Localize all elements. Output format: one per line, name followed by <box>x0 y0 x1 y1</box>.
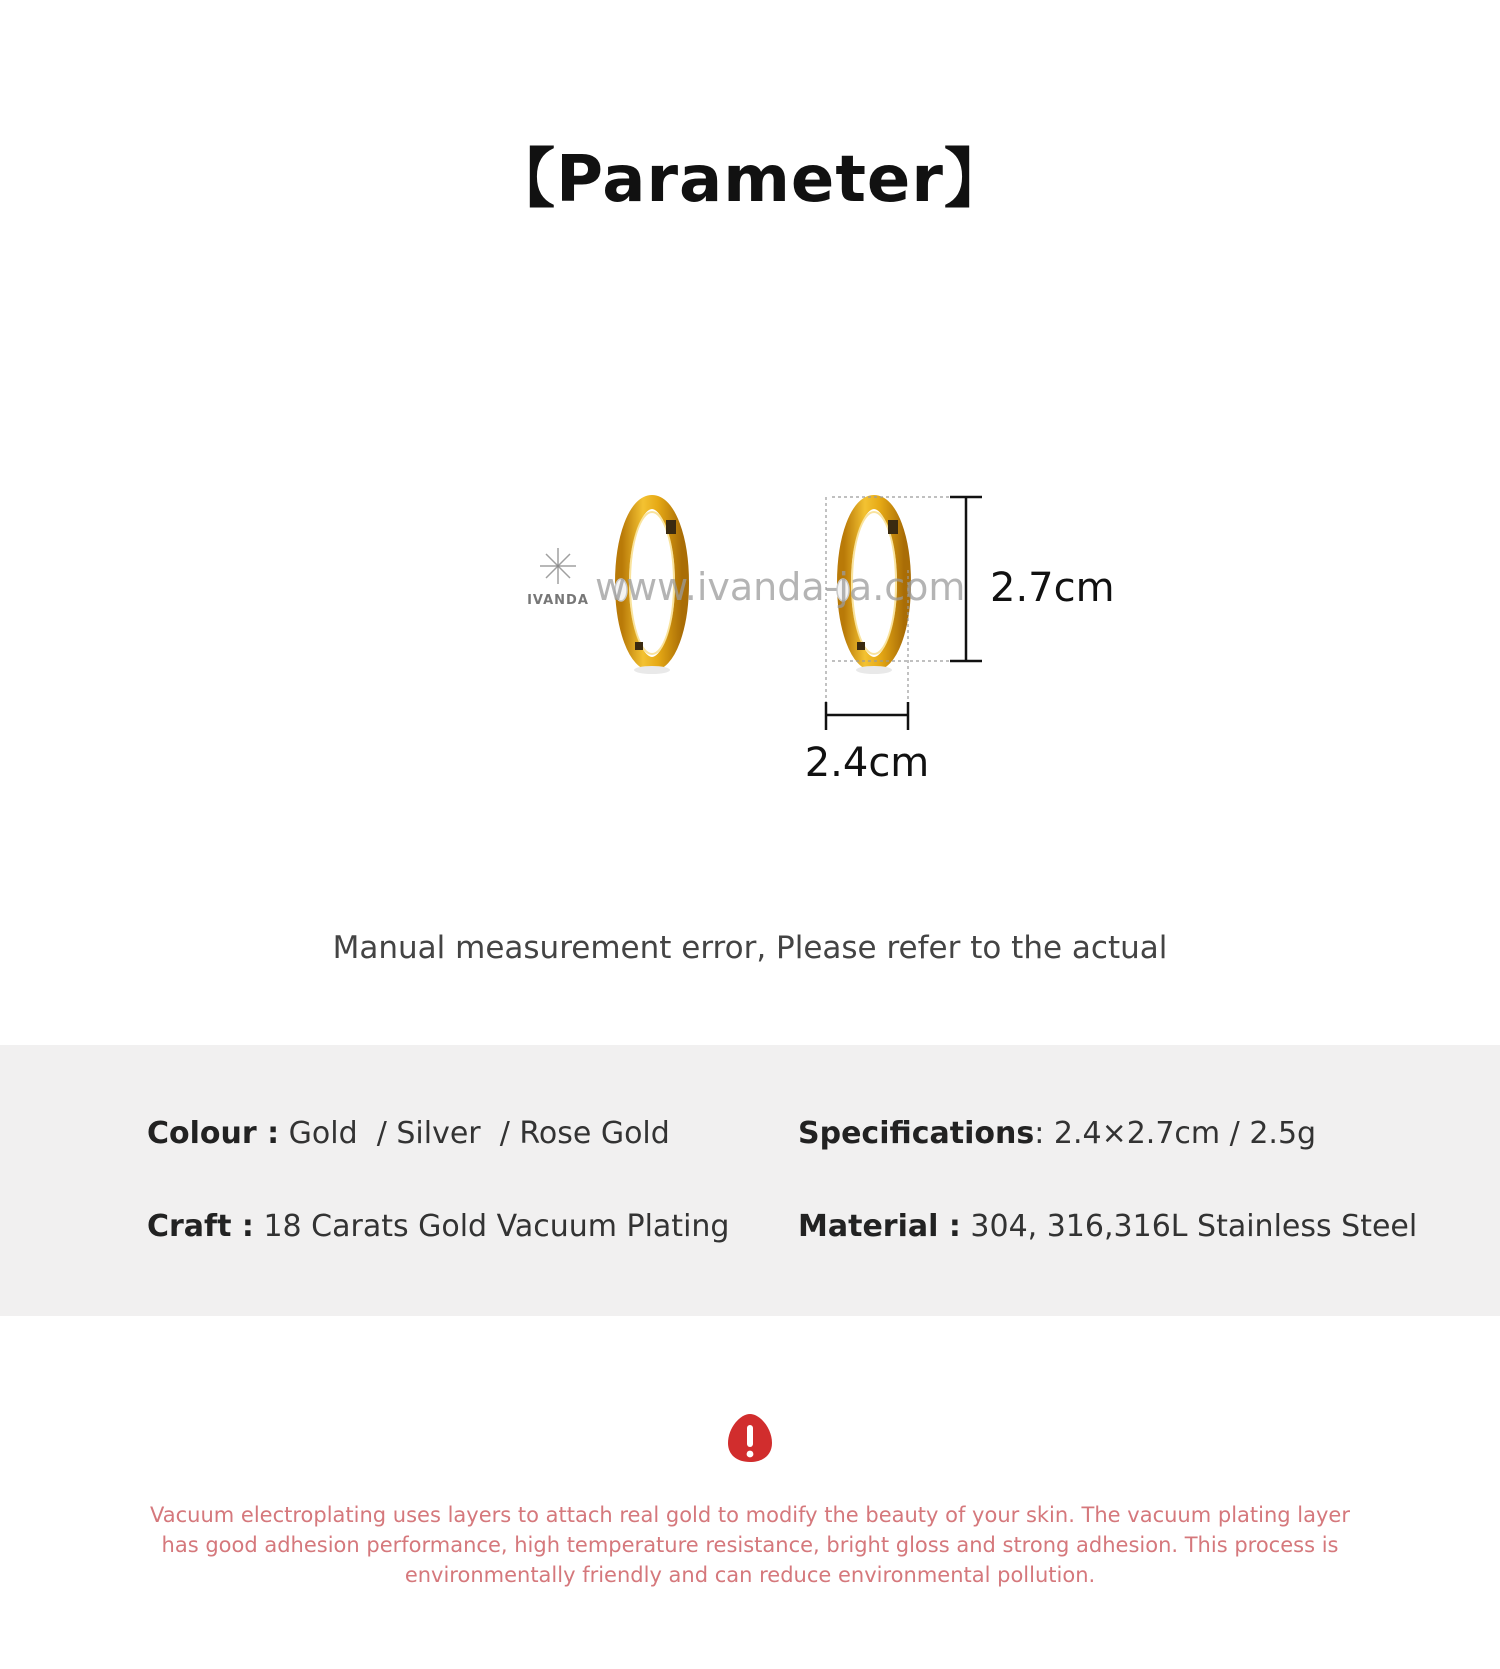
watermark-brand-text: IVANDA <box>527 593 589 608</box>
width-label: 2.4cm <box>804 740 930 786</box>
plating-warning-text: Vacuum electroplating uses layers to attach real gold to modify the beauty of your skin. The vacuum plating layer has good adhesion performance, high temperature resistance, bright gloss and strong adhesion. This process is environmentally friendly and can reduce environmental pollution. <box>150 1503 1350 1587</box>
watermark-url-text: www.ivanda-ja.com <box>595 565 966 609</box>
height-label: 2.7cm <box>990 565 1115 611</box>
width-dimension-line <box>826 702 908 730</box>
spec-panel <box>0 1045 1500 1316</box>
spec-colour <box>147 1116 670 1151</box>
spec-craft <box>147 1209 729 1244</box>
spec-material-label: Material : <box>798 1209 961 1244</box>
spec-colour-label: Colour : <box>147 1116 280 1151</box>
spec-specifications <box>798 1116 1316 1151</box>
exclamation-icon <box>726 1412 774 1464</box>
product-diagram <box>0 0 1500 800</box>
spec-material-value: 304, 316,316L Stainless Steel <box>970 1209 1418 1244</box>
spec-specifications-value: : 2.4×2.7cm / 2.5g <box>1034 1116 1317 1151</box>
spec-craft-value: 18 Carats Gold Vacuum Plating <box>263 1209 730 1244</box>
spec-material <box>798 1209 1417 1244</box>
page-title: 【Parameter】 <box>491 143 1009 217</box>
brand-logo-watermark <box>527 548 589 608</box>
measurement-note: Manual measurement error, Please refer to the actual <box>332 930 1168 966</box>
spec-colour-value: Gold / Silver / Rose Gold <box>288 1116 670 1151</box>
spec-craft-label: Craft : <box>147 1209 254 1244</box>
spec-specifications-label: Specifications <box>798 1116 1035 1151</box>
